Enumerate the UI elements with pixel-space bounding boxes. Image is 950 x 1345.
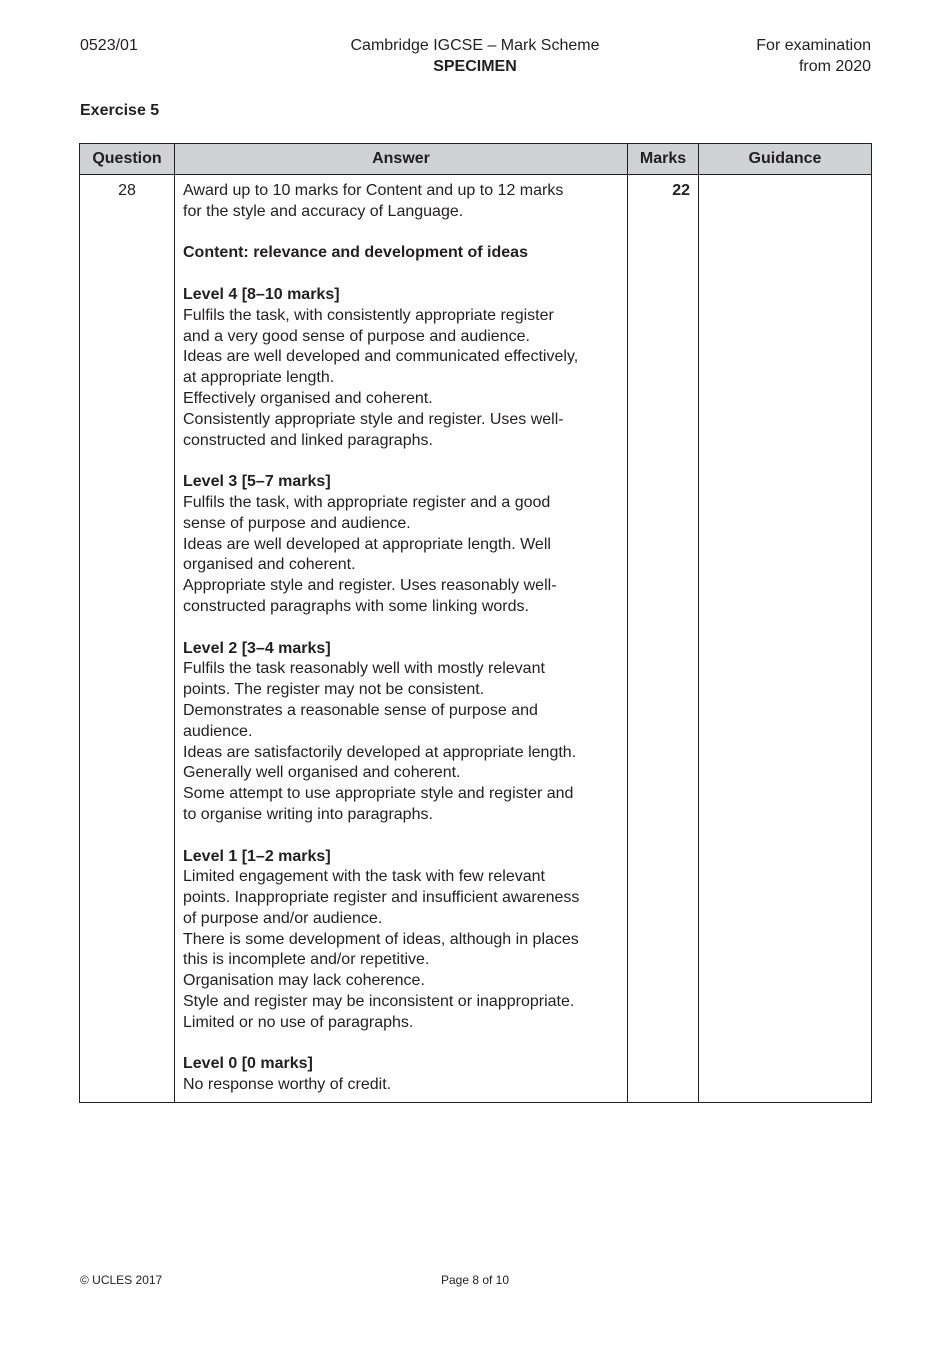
header-guidance: Guidance xyxy=(699,144,872,175)
level-1-line: There is some development of ideas, although in places xyxy=(183,930,579,948)
marks-value: 22 xyxy=(628,175,699,1103)
copyright-notice: © UCLES 2017 xyxy=(80,1273,163,1287)
level-2-line: to organise writing into paragraphs. xyxy=(183,805,433,823)
level-2-line: Demonstrates a reasonable sense of purpose and xyxy=(183,701,538,719)
answer-cell xyxy=(175,175,628,1103)
mark-scheme-table xyxy=(79,143,872,1103)
level-4-title: Level 4 [8–10 marks] xyxy=(183,285,340,303)
intro-paragraph xyxy=(183,181,619,223)
level-2-title: Level 2 [3–4 marks] xyxy=(183,639,331,657)
exercise-title: Exercise 5 xyxy=(80,102,160,119)
level-3-line: organised and coherent. xyxy=(183,556,356,574)
level-4-line: and a very good sense of purpose and audience. xyxy=(183,327,530,345)
level-1-line: Limited or no use of paragraphs. xyxy=(183,1013,414,1031)
level-1-line: Limited engagement with the task with few relevant xyxy=(183,868,545,886)
level-0-block xyxy=(183,1054,619,1096)
level-4-line: constructed and linked paragraphs. xyxy=(183,431,433,449)
level-4-block xyxy=(183,285,619,451)
level-3-line: constructed paragraphs with some linking words. xyxy=(183,597,529,615)
document-title: Cambridge IGCSE – Mark Scheme xyxy=(350,37,600,54)
level-2-block xyxy=(183,639,619,826)
level-0-title: Level 0 [0 marks] xyxy=(183,1055,313,1073)
question-number: 28 xyxy=(80,175,175,1103)
level-3-line: Fulfils the task, with appropriate register and a good xyxy=(183,493,551,511)
level-1-line: Style and register may be inconsistent or inappropriate. xyxy=(183,993,575,1011)
specimen-label: SPECIMEN xyxy=(433,58,517,75)
level-1-line: Organisation may lack coherence. xyxy=(183,972,425,990)
document-title-block xyxy=(275,35,675,77)
level-3-line: Appropriate style and register. Uses reasonably well- xyxy=(183,577,557,595)
exam-line-2: from 2020 xyxy=(798,58,871,75)
level-3-line: Ideas are well developed at appropriate length. Well xyxy=(183,535,551,553)
header-marks: Marks xyxy=(628,144,699,175)
level-3-block xyxy=(183,472,619,618)
intro-line: Award up to 10 marks for Content and up to 12 marks xyxy=(183,182,564,199)
level-2-line: Fulfils the task reasonably well with mostly relevant xyxy=(183,660,545,678)
document-code: 0523/01 xyxy=(80,37,138,54)
level-2-line: audience. xyxy=(183,722,253,740)
page-number: Page 8 of 10 xyxy=(440,1273,510,1287)
level-3-line: sense of purpose and audience. xyxy=(183,514,411,532)
exam-year-block xyxy=(756,35,871,77)
header-question: Question xyxy=(80,144,175,175)
level-1-title: Level 1 [1–2 marks] xyxy=(183,847,331,865)
level-4-line: Fulfils the task, with consistently appropriate register xyxy=(183,306,554,324)
level-0-line: No response worthy of credit. xyxy=(183,1076,392,1094)
level-2-line: Generally well organised and coherent. xyxy=(183,764,461,782)
guidance-cell xyxy=(699,175,872,1103)
level-2-line: Some attempt to use appropriate style and register and xyxy=(183,785,574,803)
level-1-line: points. Inappropriate register and insufficient awareness xyxy=(183,889,580,907)
level-4-line: Effectively organised and coherent. xyxy=(183,389,433,407)
header-answer: Answer xyxy=(175,144,628,175)
level-2-line: points. The register may not be consistent. xyxy=(183,681,485,699)
level-4-line: Ideas are well developed and communicated effectively, xyxy=(183,348,579,366)
exam-line-1: For examination xyxy=(756,37,871,54)
content-heading: Content: relevance and development of ideas xyxy=(183,244,528,262)
table-row xyxy=(80,175,872,1103)
level-1-line: this is incomplete and/or repetitive. xyxy=(183,951,430,969)
level-1-line: of purpose and/or audience. xyxy=(183,909,383,927)
level-3-title: Level 3 [5–7 marks] xyxy=(183,473,331,491)
level-1-block xyxy=(183,847,619,1034)
level-2-line: Ideas are satisfactorily developed at appropriate length. xyxy=(183,743,577,761)
level-4-line: Consistently appropriate style and register. Uses well- xyxy=(183,410,564,428)
table-header-row xyxy=(80,144,872,175)
intro-line: for the style and accuracy of Language. xyxy=(183,202,464,220)
level-4-line: at appropriate length. xyxy=(183,369,335,387)
